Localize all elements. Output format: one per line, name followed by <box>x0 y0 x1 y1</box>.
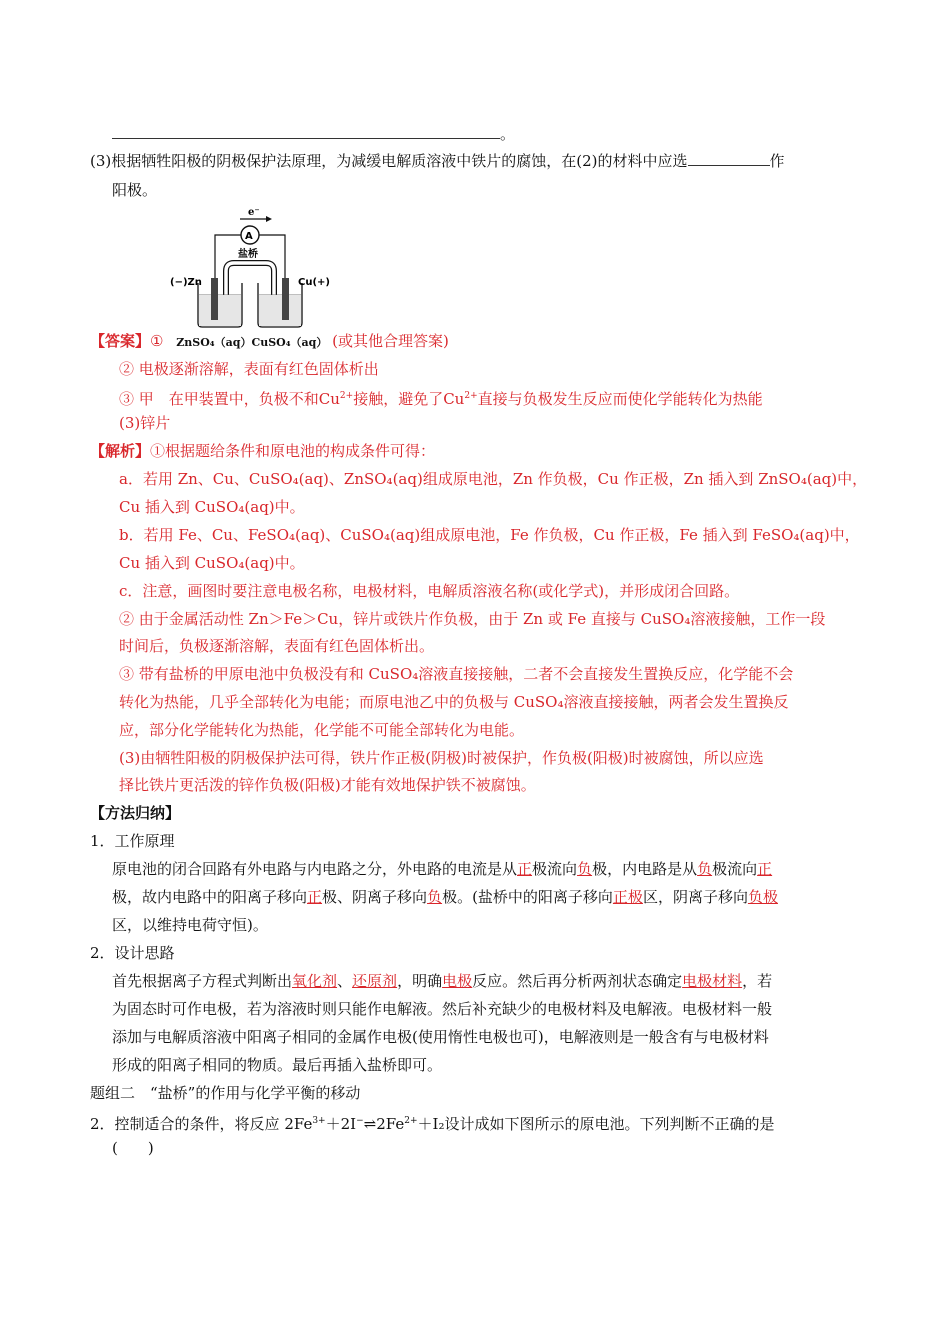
analysis-line-0: 【解析】①根据题给条件和原电池的构成条件可得： <box>90 442 436 460</box>
analysis-line-1: a．若用 Zn、Cu、CuSO₄(aq)、ZnSO₄(aq)组成原电池，Zn 作负极，Cu 作正极，Zn 插入到 ZnSO₄(aq)中， <box>119 470 868 488</box>
salt-bridge-label: 盐桥 <box>238 249 258 260</box>
electron-label: e⁻ <box>248 207 260 218</box>
equilibrium-arrow-icon: ⇌ <box>363 1115 377 1133</box>
analysis-line-10: 应，部分化学能转化为热能，化学能不可能全部转化为电能。 <box>119 721 525 739</box>
electrolyte-formulas: ZnSO₄（aq）CuSO₄（aq） <box>176 336 328 349</box>
cu-label: Cu(+) <box>298 277 330 288</box>
q3-question-line-2: 阳极。 <box>112 181 158 199</box>
method-s2-line-4: 形成的阳离子相同的物质。最后再插入盐桥即可。 <box>112 1056 443 1074</box>
ammeter-label: A <box>245 231 253 242</box>
analysis-line-6: ② 由于金属活动性 Zn＞Fe＞Cu，锌片或铁片作负极，由于 Zn 或 Fe 直接与 CuSO₄溶液接触，工作一段 <box>119 610 826 628</box>
cu-electrode <box>282 278 289 320</box>
method-s1-line-1: 原电池的闭合回路有外电路与内电路之分，外电路的电流是从正极流向负极，内电路是从负极流向正 <box>112 860 773 878</box>
analysis-line-8: ③ 带有盐桥的甲原电池中负极没有和 CuSO₄溶液直接接触，二者不会直接发生置换反应，化学能不会 <box>119 665 794 683</box>
analysis-line-5: c．注意，画图时要注意电极名称，电极材料，电解质溶液名称(或化学式)，并形成闭合回路。 <box>119 582 740 600</box>
galvanic-cell-figure <box>168 203 338 328</box>
answer-blank[interactable] <box>112 124 500 139</box>
answer-tag: 【答案】 <box>90 332 151 350</box>
q3-question-line: (3)根据牺牲阳极的阴极保护法原理，为减缓电解质溶液中铁片的腐蚀，在(2)的材料中应选 作 <box>90 152 785 170</box>
method-s1-line-2: 极，故内电路中的阳离子移向正极、阴离子移向负极。(盐桥中的阳离子移向正极区，阴离子移向负极 <box>112 888 778 906</box>
method-s2-line-2: 为固态时可作电极，若为溶液时则只能作电解液。然后补充缺少的电极材料及电解液。电极材料一般 <box>112 1000 773 1018</box>
question-2-answer-paren[interactable]: ( ) <box>112 1139 154 1157</box>
analysis-line-12: 择比铁片更活泼的锌作负极(阳极)才能有效地保护铁不被腐蚀。 <box>119 776 536 794</box>
answer-blank[interactable] <box>688 151 770 166</box>
analysis-tag: 【解析】 <box>90 442 151 460</box>
zn-label: (−)Zn <box>170 277 202 288</box>
q3-answer-blank-line: 。 <box>112 124 515 144</box>
method-title: 【方法归纳】 <box>90 804 181 822</box>
method-s1-line-3: 区，以维持电荷守恒)。 <box>112 916 268 934</box>
method-s2-line-3: 添加与电解质溶液中阳离子相同的金属作电极(使用惰性电极也可)，电解液则是一般含有与电极材料 <box>112 1028 769 1046</box>
answer-line-2: ② 电极逐渐溶解，表面有红色固体析出 <box>119 360 379 378</box>
zn-electrode <box>211 278 218 320</box>
question-2-line: 2．控制适合的条件，将反应 $2Fe^{3+}+2I^-\rightleftharpoons 2Fe^{2+}+I_2$设计成如下图所示的原电池。下列判断不正确的是 <box>90 1115 775 1133</box>
analysis-line-9: 转化为热能，几乎全部转化为电能；而原电池乙中的负极与 CuSO₄溶液直接接触，两者会发生置换反 <box>119 693 789 711</box>
analysis-line-3: b．若用 Fe、Cu、FeSO₄(aq)、CuSO₄(aq)组成原电池，Fe 作负极，Cu 作正极，Fe 插入到 FeSO₄(aq)中， <box>119 526 860 544</box>
analysis-line-11: (3)由牺牲阳极的阴极保护法可得，铁片作正极(阴极)时被保护，作负极(阳极)时被腐蚀，所以应选 <box>119 749 764 767</box>
method-section-1-title: 1．工作原理 <box>90 832 175 850</box>
analysis-line-4: Cu 插入到 CuSO₄(aq)中。 <box>119 554 305 572</box>
group2-title: 题组二 “盐桥”的作用与化学平衡的移动 <box>90 1084 361 1102</box>
analysis-line-2: Cu 插入到 CuSO₄(aq)中。 <box>119 498 305 516</box>
analysis-line-7: 时间后，负极逐渐溶解，表面有红色固体析出。 <box>119 637 435 655</box>
answer-line-4: (3)锌片 <box>119 414 171 432</box>
method-section-2-title: 2．设计思路 <box>90 944 175 962</box>
method-s2-line-1: 首先根据离子方程式判断出氧化剂、还原剂，明确电极反应。然后再分析两剂状态确定电极材料，若 <box>112 972 773 990</box>
answer-line-3: ③ 甲 在甲装置中，负极不和$Cu^{2+}$接触，避免了$Cu^{2+}$直接与负极发生反应而使化学能转化为热能 <box>119 390 763 408</box>
answer-line-1: 【答案】① ZnSO₄（aq）CuSO₄（aq） (或其他合理答案) <box>90 332 449 350</box>
